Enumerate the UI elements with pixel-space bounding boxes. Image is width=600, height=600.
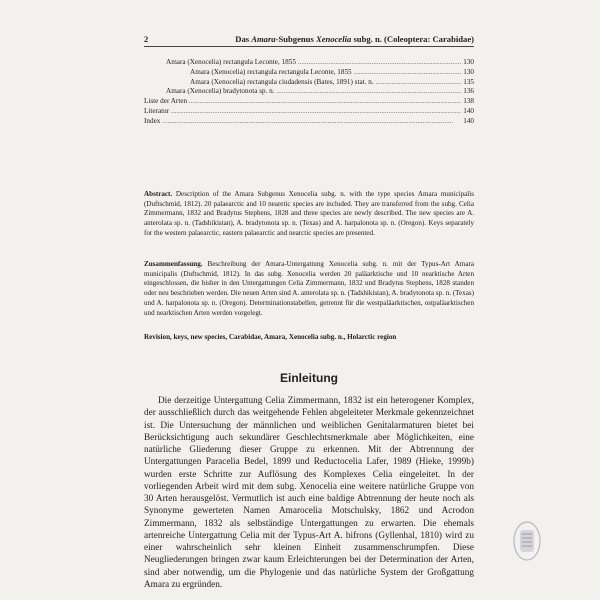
zusammenfassung: Zusammenfassung. Beschreibung der Amara-Untergattung Xenocelia subg. n. mit der Typus-Art Amara municipalis (Duftschmid, 1812). In das subg. Xenocelia werden 20 paläarktische und 10 nearktische Arten eingeschlossen, die bisher in den Untergattungen Celia Zimmermann, 1832 und Bradytus Stephens, 1828 standen oder neu beschrieben werden. Die neuen Arten sind A. anterolata sp. n. (Tadshikistan), A. bradytonota sp. n. (Texas) und A. harpalonota sp. n. (Oregon). Determinationstabellen, getrennt für die westpaläarktischen, ostpaläarktischen und nearktischen Arten werden vorgelegt.	[144, 260, 474, 317]
keywords: Revision, keys, new species, Carabidae, Amara, Xenocelia subg. n., Holarctic region	[144, 333, 397, 341]
section-title: Einleitung	[280, 371, 338, 385]
toc-entry: Amara (Xenocelia) bradytonota sp. n. ..... 136	[144, 87, 474, 97]
toc-entry: Literatur ..... 140	[144, 107, 474, 117]
table-of-contents	[144, 58, 474, 127]
toc-entry: Amara (Xenocelia) rectangula rectangula Leconte, 1855 ..... 130	[144, 68, 474, 78]
introduction-paragraph: Die derzeitige Untergattung Celia Zimmermann, 1832 ist ein heterogener Komplex, der ausschließlich durch das weitgehende Fehlen abgeleiteter Merkmale gekennzeichnet ist. Die Untersuchung der männlichen und weiblichen Genitalarmaturen bietet bei Berücksichtigung auch sekundärer Geschlechtsmerkmale aber Möglichkeiten, eine natürliche Gliederung dieser Gruppe zu erkennen. Mit der Abtrennung der Untergattungen Paracelia Bedel, 1899 und Reductocelia Lafer, 1989 (Hieke, 1999b) wurden erste Schritte zur Auflösung des Komplexes Celia eingeleitet. In der vorliegenden Arbeit wird mit dem subg. Xenocelia eine weitere natürliche Gruppe von 30 Arten herausgelöst. Vermutlich ist auch eine baldige Abtrennung der heute noch als Synonyme gewerteten Namen Amarocelia Motschulsky, 1862 und Acrodon Zimmermann, 1832 als selbständige Untergattungen zu erwarten. Die ehemals artenreiche Untergattung Celia mit der Typus-Art A. bifrons (Gyllenhal, 1810) wird zu einer wahrscheinlich sehr kleinen Einheit zusammenschrumpfen. Diese Neugliederungen bringen zwar kaum Erleichterungen bei der Determination der Arten, sind aber notwendig, um die Phylogenie und das natürliche System der Großgattung Amara zu ergründen.	[144, 396, 474, 590]
page-number: 2	[144, 34, 149, 44]
library-seal-icon	[512, 520, 542, 562]
running-header	[144, 34, 474, 47]
toc-entry: Amara (Xenocelia) rectangula ciudadensis (Bates, 1891) stat. n. ..... 135	[144, 78, 474, 88]
running-title: Das Amara-Subgenus Xenocelia subg. n. (Coleoptera: Carabidae)	[235, 34, 474, 44]
toc-entry: Index ..... 140	[144, 117, 474, 127]
toc-entry: Liste der Arten ..... 138	[144, 97, 474, 107]
abstract: Abstract. Description of the Amara Subgenus Xenocelia subg. n. with the type species Amara municipalis (Duftschmid, 1812). 20 palaearctic and 10 nearetic species are included. They are transferred from the subg. Celia Zimmermann, 1832 and Bradytus Stephens, 1828 and three species are newly described. The new species are A. anterolata sp. n. (Tadshikistan), A. bradytonota sp. n. (Texas) and A. harpalonota sp. n. (Oregon). Keys separately for the western palaearctic, eastern palaearctic and nearctic species are presented.	[144, 190, 474, 237]
toc-entry: Amara (Xenocelia) rectangula Leconte, 1855 ..... 130	[144, 58, 474, 68]
